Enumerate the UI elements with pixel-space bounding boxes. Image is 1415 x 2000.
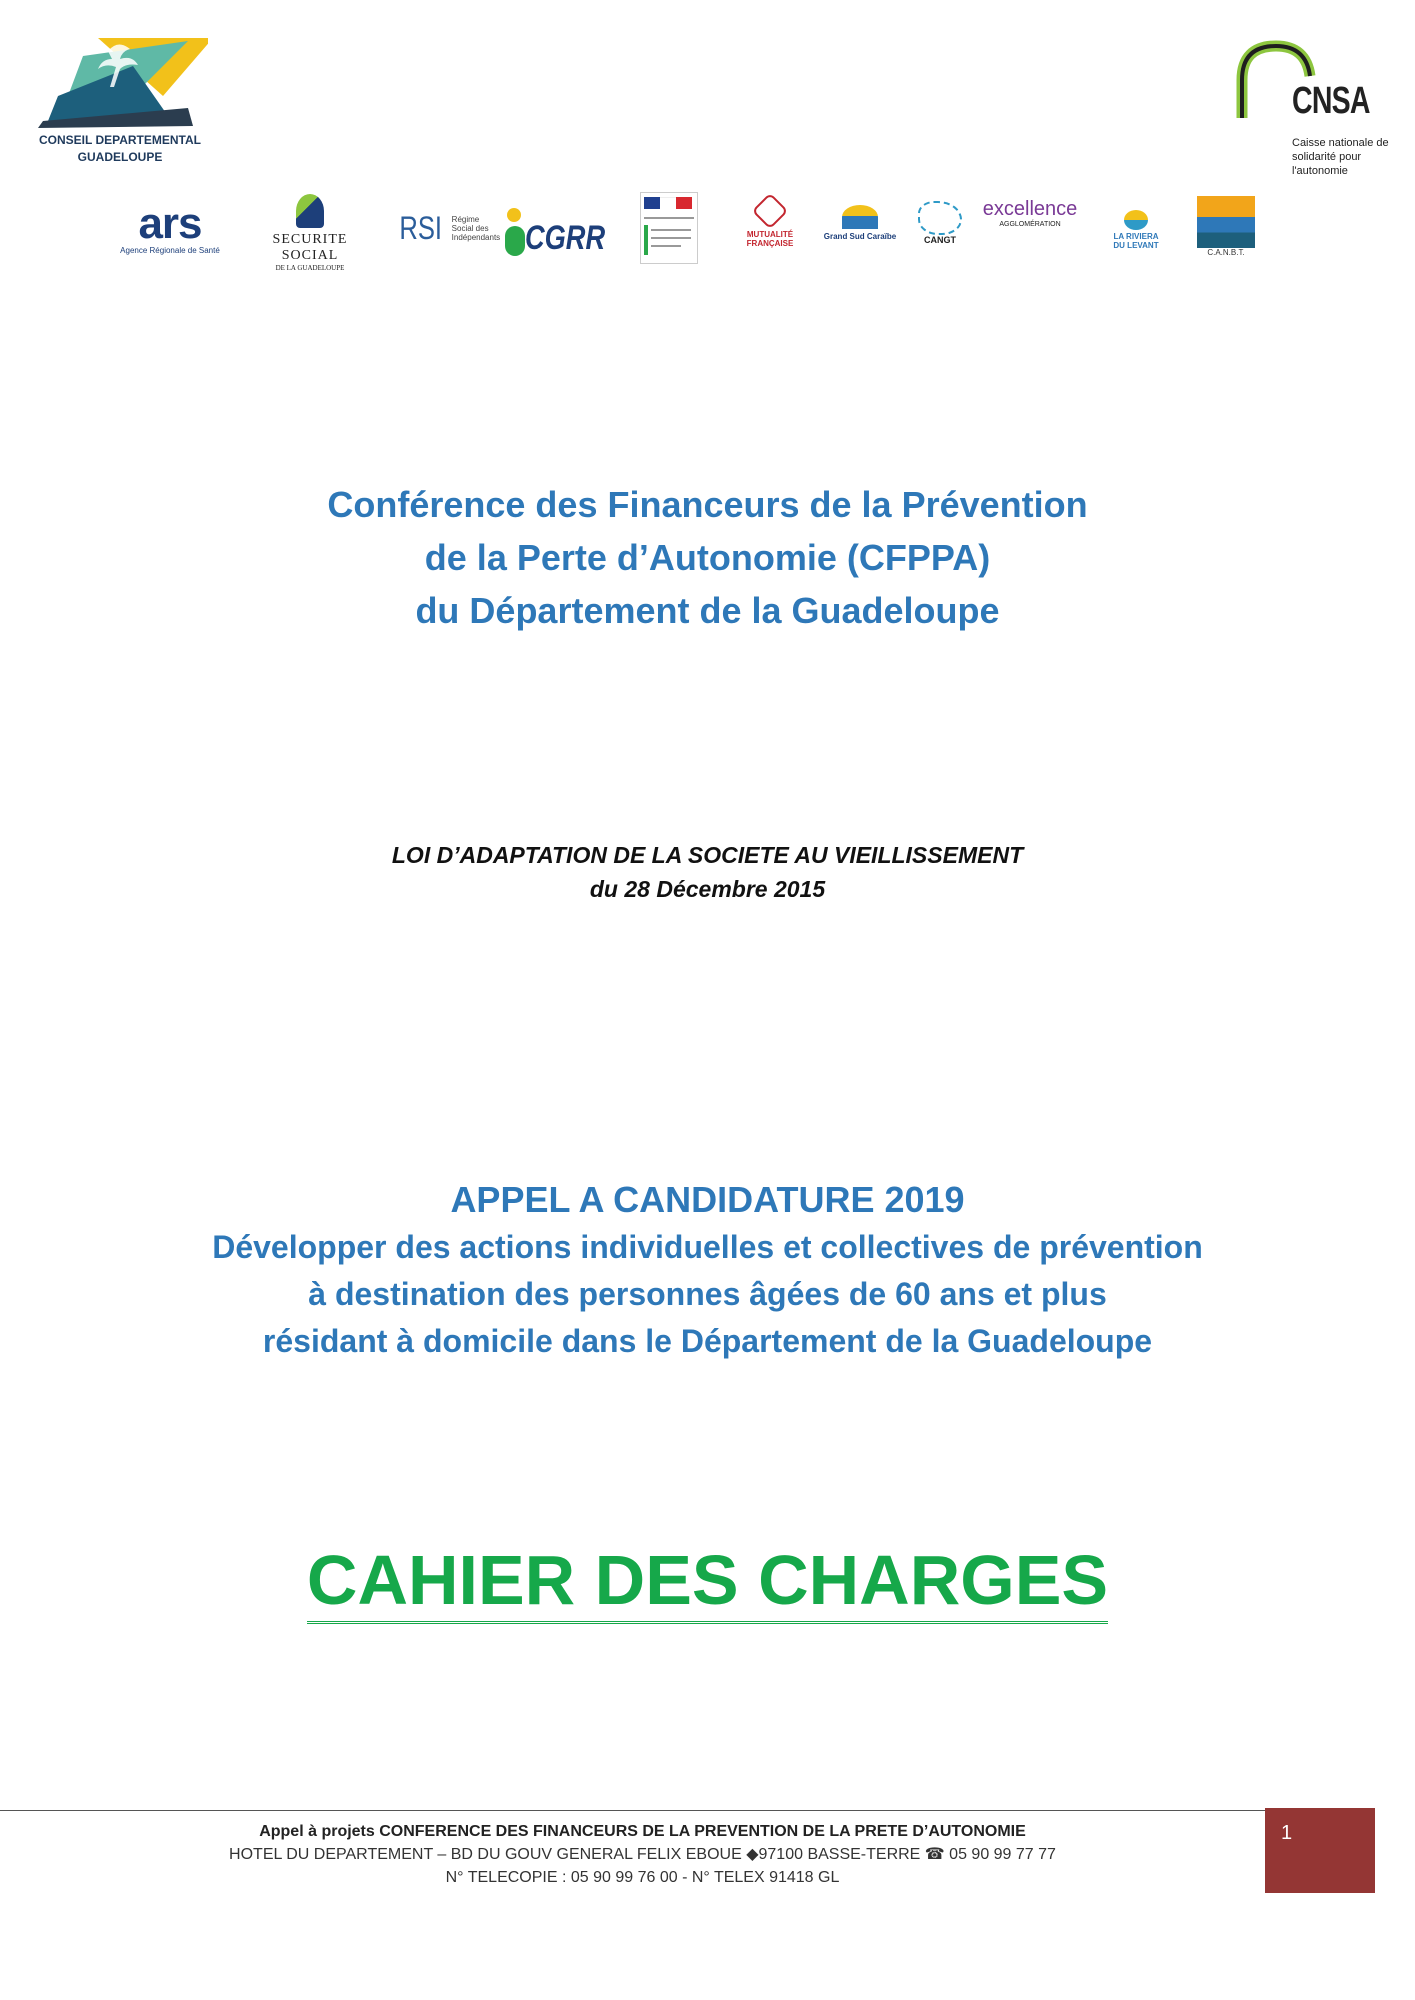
mutualite-logo-sub: FRANÇAISE — [746, 239, 794, 248]
law-reference — [0, 838, 1415, 906]
la-riviera-du-levant-logo — [1100, 195, 1172, 265]
ars-logo — [115, 188, 225, 268]
footer-divider — [0, 1810, 1285, 1811]
cgrr-figure-icon — [505, 208, 525, 258]
cnsa-sub-line1: Caisse nationale de — [1292, 137, 1389, 149]
cap-excellence-logo-sub: AGGLOMÉRATION — [999, 221, 1061, 228]
rsi-logo-sub: Régime Social des Indépendants — [451, 214, 501, 242]
conference-title-line2: de la Perte d’Autonomie (CFPPA) — [424, 537, 991, 578]
appel-description-line1: Développer des actions individuelles et collectives de prévention — [212, 1229, 1203, 1265]
conference-title-line1: Conférence des Financeurs de la Prévention — [327, 484, 1088, 525]
ars-logo-sub: Agence Régionale de Santé — [120, 245, 220, 255]
cangt-logo — [910, 188, 970, 258]
cnsa-sub-line2: solidarité pour l'autonomie — [1292, 151, 1362, 177]
footer — [0, 1820, 1285, 1889]
appel-description-line3: résidant à domicile dans le Département de la Guadeloupe — [262, 1323, 1153, 1359]
conseil-departemental-logo — [20, 36, 220, 171]
law-reference-line1: LOI D’ADAPTATION DE LA SOCIETE AU VIEILLISSEMENT — [391, 842, 1024, 868]
conseil-departemental-label-line2: GUADELOUPE — [77, 150, 163, 164]
mutualite-francaise-logo — [735, 188, 805, 258]
conference-title — [0, 478, 1415, 637]
cnsa-wordmark: CNSA — [1292, 80, 1370, 122]
securite-sociale-logo-sub: DE LA GUADELOUPE — [275, 264, 345, 272]
canbt-emblem-icon — [1197, 196, 1255, 248]
document-title-text: CAHIER DES CHARGES — [307, 1541, 1108, 1624]
mutualite-logo-text: MUTUALITÉ — [746, 230, 794, 239]
cgrr-logo-text: CGRR — [524, 219, 606, 257]
canbt-logo-text: C.A.N.B.T. — [1207, 247, 1245, 257]
canbt-logo — [1190, 190, 1262, 262]
marianne-icon — [640, 192, 698, 264]
riviera-wave-icon — [1124, 210, 1148, 230]
cangt-logo-text: CANGT — [924, 235, 956, 245]
rsi-logo-text: RSI — [399, 209, 443, 246]
rsi-logo — [398, 188, 501, 268]
grand-sud-sail-icon — [842, 205, 878, 229]
footer-line2: HOTEL DU DEPARTEMENT – BD DU GOUV GENERAL FELIX EBOUE ◆97100 BASSE-TERRE ☎ 05 90 99 77 77 — [229, 1846, 1056, 1863]
conseil-departemental-emblem-icon — [38, 36, 208, 131]
riviera-logo-sub: DU LEVANT — [1113, 241, 1159, 250]
appel-title: APPEL A CANDIDATURE 2019 — [450, 1179, 965, 1220]
cgrr-logo — [515, 188, 615, 278]
ars-logo-text: ars — [138, 198, 202, 248]
cangt-island-icon — [918, 201, 962, 235]
grand-sud-logo-text: Grand Sud Caraïbe — [823, 232, 897, 241]
republique-francaise-logo — [638, 188, 700, 268]
cap-excellence-logo — [982, 178, 1078, 248]
securite-sociale-logo-text: SECURITE SOCIAL — [272, 232, 348, 263]
appel-description-line2: à destination des personnes âgées de 60 ans et plus — [308, 1276, 1107, 1312]
page-number-box — [1265, 1808, 1375, 1893]
conseil-departemental-label-line1: CONSEIL DEPARTEMENTAL — [38, 133, 201, 147]
footer-line1: Appel à projets CONFERENCE DES FINANCEURS DE LA PREVENTION DE LA PRETE D’AUTONOMIE — [259, 1823, 1026, 1840]
page-number: 1 — [1281, 1822, 1293, 1844]
appel-description — [0, 1224, 1415, 1365]
mutualite-hexagon-icon — [752, 193, 789, 230]
grand-sud-caraibe-logo — [820, 188, 900, 258]
cnsa-logo — [1230, 40, 1400, 177]
conference-title-line3: du Département de la Guadeloupe — [415, 590, 1000, 631]
footer-line3: N° TELECOPIE : 05 90 99 76 00 - N° TELEX 91418 GL — [445, 1869, 840, 1886]
cap-excellence-logo-text: excellence — [982, 198, 1078, 220]
securite-sociale-figure-icon — [296, 194, 324, 228]
document-title — [0, 1535, 1415, 1625]
law-reference-line2: du 28 Décembre 2015 — [589, 876, 826, 902]
riviera-logo-text: LA RIVIERA — [1113, 232, 1159, 241]
securite-sociale-logo — [245, 188, 375, 278]
